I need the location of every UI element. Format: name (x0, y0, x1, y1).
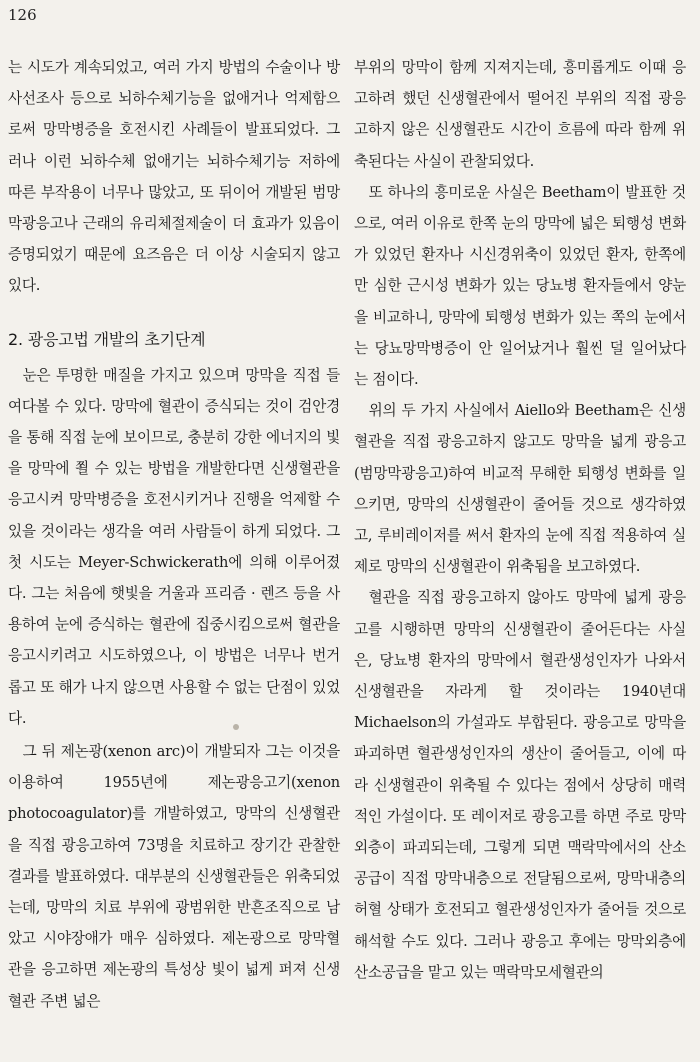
paper-mark (233, 724, 239, 730)
paragraph: 는 시도가 계속되었고, 여러 가지 방법의 수술이나 방사선조사 등으로 뇌하수체기능을 없애거나 억제함으로써 망막병증을 호전시킨 사례들이 발표되었다. 그러나 이런 뇌하수체 없애기는 뇌하수체기능 저하에 따른 부작용이 너무나 많았고, 또 뒤이어 개발된 범망막광응고나 근래의 유리체절제술이 더 효과가 있음이 증명되었기 때문에 요즈음은 더 이상 시술되지 않고 있다. (8, 59, 340, 295)
paragraph: 혈관을 직접 광응고하지 않아도 망막에 넓게 광응고를 시행하면 망막의 신생혈관이 줄어든다는 사실은, 당뇨병 환자의 망막에서 혈관생성인자가 나와서 신생혈관을 자라게 할 것이라는 1940년대 Michaelson의 가설과도 부합된다. 광응고로 망막을 파괴하면 혈관생성인자의 생산이 줄어들고, 이에 따라 신생혈관이 위축될 수 있다는 점에서 상당히 매력적인 가설이다. 또 레이저로 광응고를 하면 주로 망막외층이 파괴되는데, 그렇게 되면 맥락막에서의 산소공급이 직접 망막내층으로 전달됨으로써, 망막내층의 허혈 상태가 호전되고 혈관생성인자가 줄어들 것으로 해석할 수도 있다. 그러나 광응고 후에는 망막외층에 산소공급을 맡고 있는 맥락막모세혈관의 (354, 589, 686, 981)
section-heading: 2. 광응고법 개발의 초기단계 (8, 329, 206, 349)
paragraph: 그 뒤 제논광(xenon arc)이 개발되자 그는 이것을 이용하여 1955년에 제논광응고기(xenon photocoagulator)를 개발하였고, 망막의 신생혈관을 직접 광응고하여 73명을 치료하고 장기간 관찰한 결과를 발표하였다. 대부분의 신생혈관들은 위축되었는데, 망막의 치료 부위에 광범위한 반흔조직으로 남았고 시야장애가 매우 심하였다. 제논광으로 망막혈관을 응고하면 제논광의 특성상 빛이 넓게 퍼져 신생혈관 주변 넓은 (8, 743, 340, 1010)
paragraph: 위의 두 가지 사실에서 Aiello와 Beetham은 신생혈관을 직접 광응고하지 않고도 망막을 넓게 광응고(범망막광응고)하여 비교적 무해한 퇴행성 변화를 일으키면, 망막의 신생혈관이 줄어들 것으로 생각하였고, 루비레이저를 써서 환자의 눈에 직접 적용하여 실제로 망막의 신생혈관이 위축됨을 보고하였다. (354, 402, 686, 576)
left-column (8, 52, 340, 1017)
paragraph: 눈은 투명한 매질을 가지고 있으며 망막을 직접 들여다볼 수 있다. 망막에 혈관이 증식되는 것이 검안경을 통해 직접 눈에 보이므로, 충분히 강한 에너지의 빛을 망막에 쬘 수 있는 방법을 개발한다면 신생혈관을 응고시켜 망막병증을 호전시키거나 진행을 억제할 수 있을 것이라는 생각을 여러 사람들이 하게 되었다. 그 첫 시도는 Meyer-Schwickerath에 의해 이루어졌다. 그는 처음에 햇빛을 거울과 프리즘 · 렌즈 등을 사용하여 눈에 증식하는 혈관에 집중시킴으로써 혈관을 응고시키려고 시도하였으나, 이 방법은 너무나 번거롭고 또 해가 나지 않으면 사용할 수 없는 단점이 있었다. (8, 366, 340, 727)
paragraph: 또 하나의 흥미로운 사실은 Beetham이 발표한 것으로, 여러 이유로 한쪽 눈의 망막에 넓은 퇴행성 변화가 있었던 환자나 시신경위축이 있었던 환자, 한쪽에만 심한 근시성 변화가 있는 당뇨병 환자들에서 양눈을 비교하니, 망막에 퇴행성 변화가 있는 쪽의 눈에서는 당뇨망막병증이 안 일어났거나 훨씬 덜 일어났다는 점이다. (354, 183, 686, 389)
right-column (354, 52, 686, 988)
page-number: 126 (8, 6, 37, 24)
paragraph: 부위의 망막이 함께 지져지는데, 흥미롭게도 이때 응고하려 했던 신생혈관에서 떨어진 부위의 직접 광응고하지 않은 신생혈관도 시간이 흐름에 따라 함께 위축된다는 사실이 관찰되었다. (354, 59, 686, 170)
